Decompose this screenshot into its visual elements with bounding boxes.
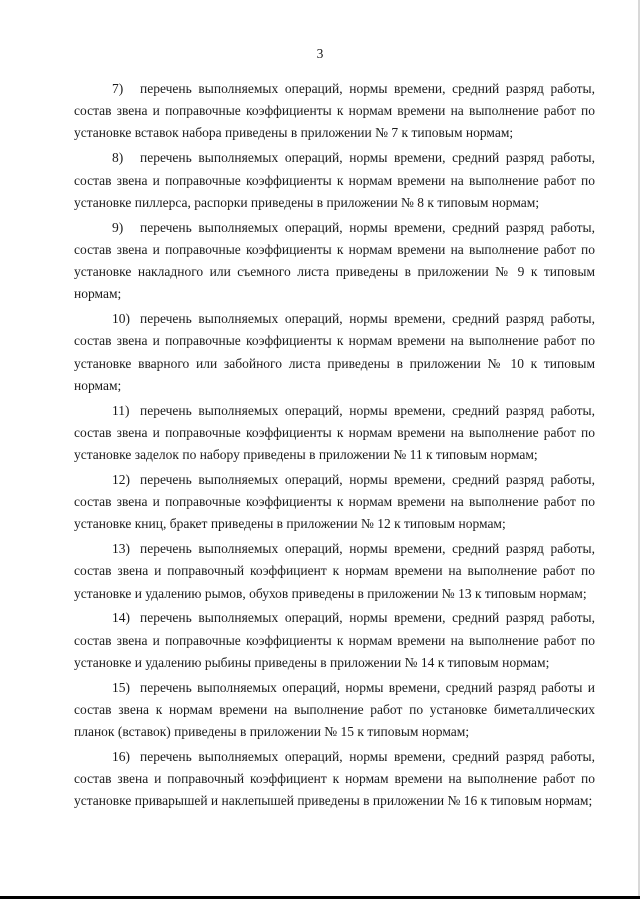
- item-text: перечень выполняемых операций, нормы времени, средний разряд работы, состав звена и поправочные коэффициенты к нормам времени на выполнение работ по установке книц, бракет приведены в приложении № 12 к типовым нормам;: [74, 471, 595, 532]
- item-number: 11): [112, 402, 130, 418]
- list-item: [74, 538, 595, 605]
- item-text: перечень выполняемых операций, нормы времени, средний разряд работы, состав звена и поправочный коэффициент к нормам времени на выполнение работ по установке и удалению рымов, обухов приведены в приложении № 13 к типовым нормам;: [74, 541, 595, 601]
- item-number: 12): [112, 471, 130, 487]
- item-number: 13): [112, 541, 130, 557]
- list-item: [74, 217, 595, 306]
- list-item: [74, 308, 595, 397]
- item-number: 16): [112, 749, 130, 765]
- item-number: 9): [112, 219, 124, 235]
- item-text: перечень выполняемых операций, нормы времени, средний разряд работы, состав звена и поправочные коэффициенты к нормам времени на выполнение работ по установке накладного или съемного листа приведены в приложении № 9 к типовым нормам;: [74, 219, 595, 302]
- item-text: перечень выполняемых операций, нормы времени, средний разряд работы, состав звена и поправочный коэффициент к нормам времени на выполнение работ по установке приварышей и наклепышей приведены в приложении № 16 к типовым нормам;: [74, 749, 595, 809]
- item-text: перечень выполняемых операций, нормы времени, средний разряд работы, состав звена и поправочные коэффициенты к нормам времени на выполнение работ по установке вставок набора приведены в приложении № 7 к типовым нормам;: [74, 81, 595, 141]
- item-text: перечень выполняемых операций, нормы времени, средний разряд работы, состав звена и поправочные коэффициенты к нормам времени на выполнение работ по установке и удалению рыбины приведены в приложении № 14 к типовым нормам;: [74, 610, 595, 670]
- item-text: перечень выполняемых операций, нормы времени, средний разряд работы, состав звена и поправочные коэффициенты к нормам времени на выполнение работ по установке вварного или забойного листа приведены в приложении № 10 к типовым нормам;: [74, 311, 595, 393]
- item-text: перечень выполняемых операций, нормы времени, средний разряд работы и состав звена к нормам времени на выполнение работ по установке биметаллических планок (вставок) приведены в приложении № 15 к типовым нормам;: [74, 679, 595, 740]
- item-number: 15): [112, 679, 130, 695]
- item-text: перечень выполняемых операций, нормы времени, средний разряд работы, состав звена и поправочные коэффициенты к нормам времени на выполнение работ по установке заделок по набору приведены в приложении № 11 к типовым нормам;: [74, 402, 595, 462]
- list-item: [74, 677, 595, 744]
- list-item: [74, 400, 595, 467]
- list-item: [74, 746, 595, 813]
- list-item: [74, 147, 595, 214]
- list-item: [74, 469, 595, 536]
- list-item: [74, 607, 595, 674]
- item-number: 14): [112, 610, 130, 626]
- item-text: перечень выполняемых операций, нормы времени, средний разряд работы, состав звена и поправочные коэффициенты к нормам времени на выполнение работ по установке пиллерса, распорки приведены в приложении № 8 к типовым нормам;: [74, 150, 595, 210]
- document-body: [74, 78, 595, 815]
- page-number: 3: [316, 46, 324, 61]
- list-item: [74, 78, 595, 145]
- item-number: 10): [112, 311, 130, 327]
- item-number: 7): [112, 81, 124, 96]
- item-number: 8): [112, 150, 124, 166]
